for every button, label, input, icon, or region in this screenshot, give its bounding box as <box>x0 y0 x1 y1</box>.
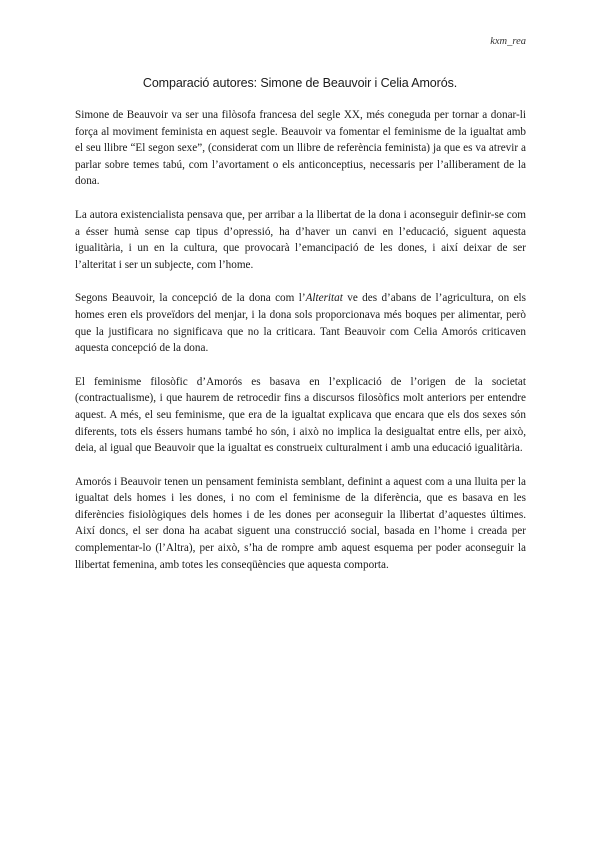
paragraph-3-middle: ve des d’abans de l’agricultura, on els homes eren els proveïdors del menjar, i la dona sols proporcionava més boques per alimentar, però que la justificara no significava que no la criticara. Tant Beauvoir com Celia <box>75 292 526 338</box>
paragraph-3-start: Segons Beauvoir, la concepció de la dona com l’ <box>75 292 306 305</box>
document-title: Comparació autores: Simone de Beauvoir i Celia Amorós. <box>142 76 458 90</box>
paragraph-3-emphasis: Alteritat <box>305 292 343 305</box>
paragraph-2: La autora existencialista pensava que, per arribar a la llibertat de la dona i aconseguir definir-se com a ésser humà sense cap tipus d’opressió, ha d’haver un canvi en l’educació, siguent aquesta igualitària, i un en la cultura, que provocarà l’emancipació de les dones, i així deixar de ser l’alteritat i ser un subjecte, com l’home. <box>75 208 526 271</box>
paragraph-5: Amorós i Beauvoir tenen un pensament feminista semblant, definint a aquest com a una lluita per la igualtat dels homes i les dones, i no com el feminisme de la diferència, que es basava en les diferències fisiològiques dels homes i de les dones per aconseguir la llibertat d’aquestes últimes. Així doncs, el ser dona ha acabat siguent una construcció social, basada en l’home i creada per complementar-lo (l’Altra), per això, s’ha de rompre amb aquest esquema per poder aconseguir la llibertat femenina, amb totes les conseqüències que aquesta comporta. <box>75 475 526 571</box>
paragraph-4: El feminisme filosòfic d’Amorós es basava en l’explicació de l’origen de la societat (contractualisme), i que haurem de retrocedir fins a discursos filosòfics molt anteriors per entendre aquest. A més, el seu feminisme, que era de la igualtat explicava que encara que els dos sexes són diferents, tots els éssers humans també ho són, i això no implica la desigualtat entre ells, per això, deia, al igual que Beauvoir que la igualtat es construeix culturalment i amb una educació igualitària. <box>75 375 526 455</box>
paragraph-3 <box>75 290 526 356</box>
paragraph-1: Simone de Beauvoir va ser una filòsofa francesa del segle XX, més coneguda per tornar a donar-li força al moviment feminista en aquest segle. Beauvoir va fomentar el feminisme de la igualtat amb el seu llibre “El segon sexe”, (considerat com un llibre de referència feminista) ja que es va atrevir a parlar sobre temes tabú, com l’avortament o els anticonceptius, necessaris per l’alliberament de la dona. <box>75 109 526 188</box>
document-body <box>75 107 526 590</box>
header-tag: kxm_rea <box>490 36 526 47</box>
paragraph-3-end: Amorós criticaven aquesta concepció de la dona. <box>75 325 526 355</box>
